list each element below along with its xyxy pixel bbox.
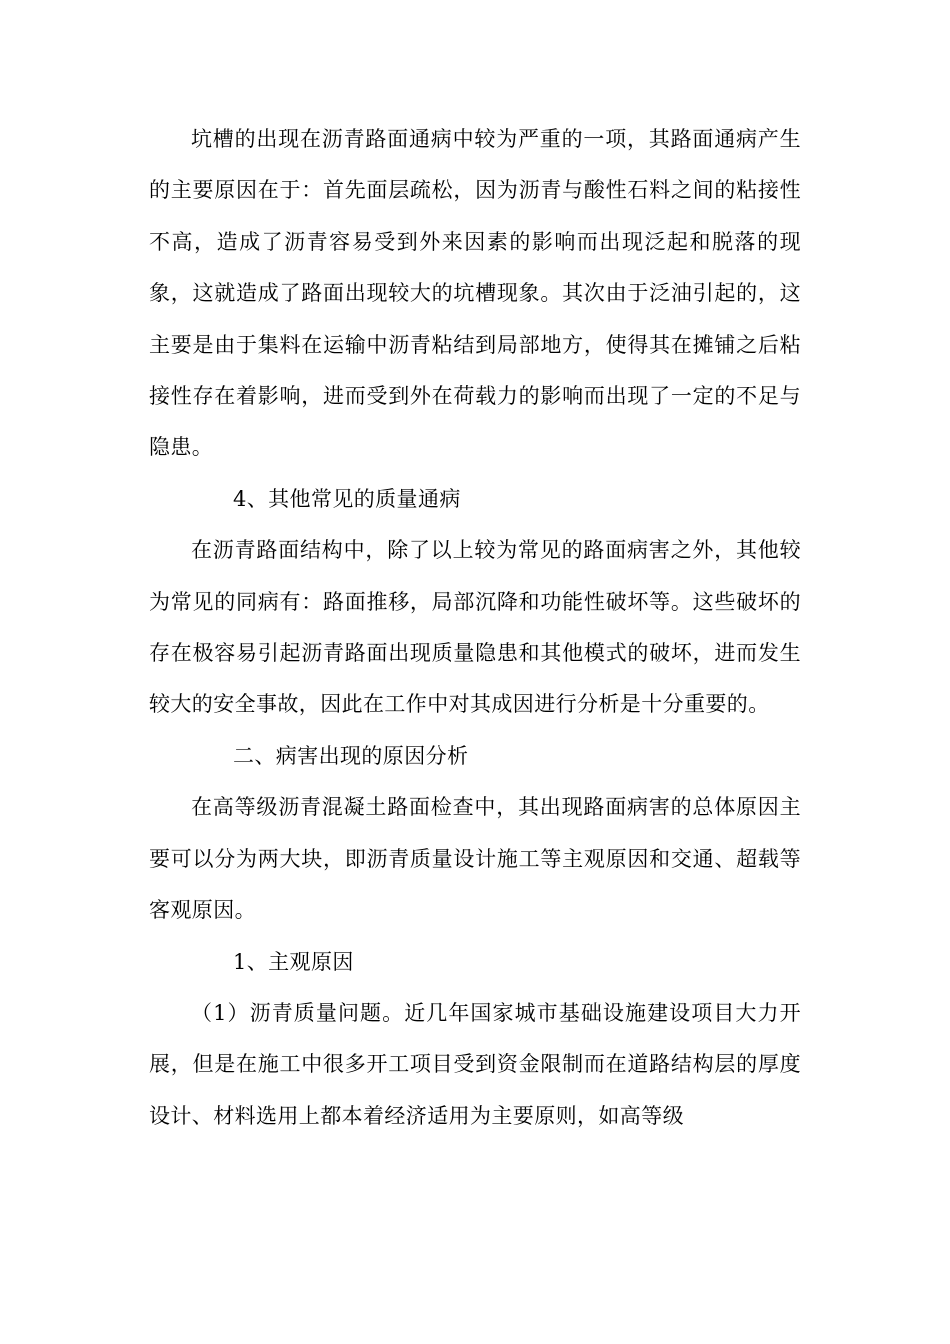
- paragraph-asphalt-quality: （1）沥青质量问题。近几年国家城市基础设施建设项目大力开展，但是在施工中很多开工项目受到资金限制而在道路结构层的厚度设计、材料选用上都本着经济适用为主要原则，如高等级: [149, 1000, 801, 1128]
- heading-cause-analysis: 二、病害出现的原因分析: [233, 743, 469, 768]
- heading-subjective-causes: 1、主观原因: [233, 949, 354, 974]
- document-body: [149, 114, 801, 1142]
- paragraph-cause-overview: 在高等级沥青混凝土路面检查中，其出现路面病害的总体原因主要可以分为两大块，即沥青质量设计施工等主观原因和交通、超载等客观原因。: [149, 795, 801, 923]
- paragraph-other-defects: 在沥青路面结构中，除了以上较为常见的路面病害之外，其他较为常见的同病有：路面推移，局部沉降和功能性破坏等。这些破坏的存在极容易引起沥青路面出现质量隐患和其他模式的破坏，进而发生较大的安全事故，因此在工作中对其成因进行分析是十分重要的。: [149, 538, 801, 717]
- heading-other-defects: 4、其他常见的质量通病: [233, 486, 461, 511]
- paragraph-pothole-causes: 坑槽的出现在沥青路面通病中较为严重的一项，其路面通病产生的主要原因在于：首先面层疏松，因为沥青与酸性石料之间的粘接性不高，造成了沥青容易受到外来因素的影响而出现泛起和脱落的现象，这就造成了路面出现较大的坑槽现象。其次由于泛油引起的，这主要是由于集料在运输中沥青粘结到局部地方，使得其在摊铺之后粘接性存在着影响，进而受到外在荷载力的影响而出现了一定的不足与隐患。: [149, 127, 801, 460]
